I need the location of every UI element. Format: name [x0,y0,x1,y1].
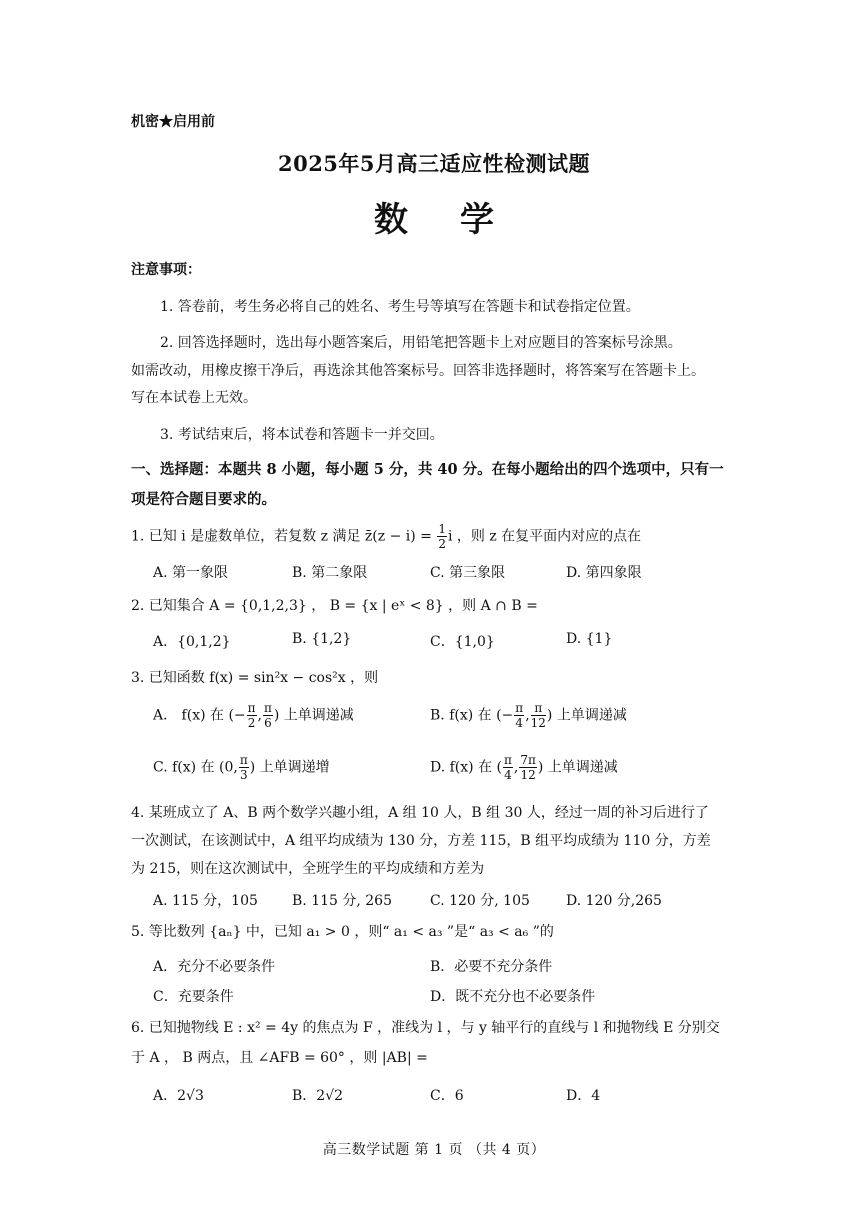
q3-option-d [430,754,618,781]
q3-d-f2-num: 7π [520,753,536,767]
q3-b-f2-den: 12 [530,716,546,730]
q3-c-frac-1 [239,754,249,781]
question-4-line-3: 为 215，则在这次测试中，全班学生的平均成绩和方差为 [131,861,485,877]
note-item-2-line-3: 写在本试卷上无效。 [131,390,257,406]
q3-c-suffix: ) 上单调递增 [249,759,330,776]
q3-d-f2-den: 12 [520,768,536,782]
q3-a-f1-den: 2 [247,716,256,730]
q3-d-suffix: ) 上单调递减 [537,759,618,776]
q3-b-frac-2 [531,702,546,729]
q3-d-prefix: D. f(x) 在 ( [430,759,502,776]
q6-option-d: D．4 [566,1088,601,1104]
q1-stem-part-a: 1. 已知 i 是虚数单位，若复数 z 满足 z̄(z − i) = [131,528,437,545]
q3-a-comma: , [257,707,262,724]
confidential-label: 机密★启用前 [131,114,215,130]
q3-a-f2-den: 6 [264,716,272,730]
q5-option-d: D．既不充分也不必要条件 [430,989,596,1005]
question-5-stem: 5. 等比数列 {aₙ} 中，已知 a₁ > 0 ，则“ a₁ < a₃ ”是“ a₃ < a₆ ”的 [131,924,554,940]
q1-stem-part-b: i ，则 z 在复平面内对应的点在 [447,528,642,545]
q3-b-comma: , [525,707,530,724]
q3-d-frac-2 [519,754,537,781]
q2-option-c: C．{1,0} [430,634,495,650]
q3-option-a [153,702,354,729]
note-item-3: 3. 考试结束后，将本试卷和答题卡一并交回。 [160,427,444,443]
q6-option-a: A．2√3 [153,1088,204,1104]
q3-d-frac-1 [503,754,513,781]
q1-option-b: B. 第二象限 [292,565,368,581]
note-item-1: 1. 答卷前，考生务必将自己的姓名、考生号等填写在答题卡和试卷指定位置。 [160,299,640,315]
question-1-stem [131,523,641,550]
q6-option-c: C．6 [430,1088,464,1104]
q5-option-b: B．必要不充分条件 [430,959,553,975]
q3-a-f1-num: π [247,701,256,715]
q3-d-f1-num: π [504,753,512,767]
q1-fraction [437,523,447,550]
question-4-line-1: 4. 某班成立了 A、B 两个数学兴趣小组，A 组 10 人，B 组 30 人，经过一周的补习后进行了 [131,805,709,821]
q3-c-f1-den: 3 [239,768,248,782]
q3-b-f2-num: π [531,702,546,716]
question-6-line-2: 于 A ， B 两点，且 ∠AFB = 60° ，则 |AB| = [131,1050,428,1066]
q3-d-comma: , [513,759,519,776]
exam-title: 2025年5月高三适应性检测试题 [277,151,591,176]
q5-option-c: C．充要条件 [153,989,234,1005]
section-heading-line-1: 一、选择题：本题共 8 小题，每小题 5 分，共 40 分。在每小题给出的四个选项中，只有一 [131,461,724,478]
q3-b-suffix: ) 上单调递减 [546,707,627,724]
q3-b-f1-den: 4 [515,716,524,730]
q2-option-a: A．{0,1,2} [153,634,231,650]
q3-a-frac-2 [263,702,273,729]
section-heading-line-2: 项是符合题目要求的。 [131,491,276,508]
q3-a-frac-1 [247,702,257,729]
q2-option-d: D. {1} [566,631,613,647]
q4-option-b: B. 115 分, 265 [292,893,392,909]
q4-option-c: C. 120 分, 105 [430,893,530,909]
question-3-stem: 3. 已知函数 f(x) = sin²x − cos²x ，则 [131,670,379,686]
q3-option-b [430,702,627,729]
question-6-line-1: 6. 已知抛物线 E : x² = 4y 的焦点为 F ，准线为 l ，与 y 轴平行的直线与 l 和抛物线 E 分别交 [131,1020,720,1036]
q4-option-a: A. 115 分，105 [153,893,258,909]
question-4-line-2: 一次测试，在该测试中，A 组平均成绩为 130 分，方差 115，B 组平均成绩为 110 分，方差 [131,833,711,849]
q1-frac-numerator: 1 [438,522,446,536]
q3-c-f1-num: π [239,753,248,767]
q3-c-prefix: C. f(x) 在 (0, [153,759,238,776]
q1-frac-denominator: 2 [438,537,446,551]
q4-option-d: D. 120 分,265 [566,893,662,909]
q3-d-f1-den: 4 [504,768,512,782]
page-footer: 高三数学试题 第 1 页 （共 4 页） [322,1142,546,1158]
q3-b-frac-1 [514,702,524,729]
q3-b-prefix: B. f(x) 在 (− [430,707,514,724]
q5-option-a: A．充分不必要条件 [153,959,276,975]
note-item-2-line-2: 如需改动，用橡皮擦干净后，再选涂其他答案标号。回答非选择题时，将答案写在答题卡上。 [131,363,705,379]
question-2-stem: 2. 已知集合 A = {0,1,2,3} ， B = {x | eˣ < 8} ，则 A ∩ B = [131,598,538,614]
notes-heading: 注意事项： [131,262,201,278]
note-item-2-line-1: 2. 回答选择题时，选出每小题答案后，用铅笔把答题卡上对应题目的答案标号涂黑。 [160,335,682,351]
q3-option-c [153,754,330,781]
q1-option-c: C. 第三象限 [430,565,506,581]
q1-option-d: D. 第四象限 [566,565,642,581]
q3-b-f1-num: π [515,701,524,715]
q2-option-b: B. {1,2} [292,631,352,647]
q3-a-suffix: ) 上单调递减 [273,707,354,724]
q6-option-b: B．2√2 [292,1088,344,1104]
subject-title: 数学 [374,200,546,240]
q1-option-a: A. 第一象限 [153,565,229,581]
q3-a-f2-num: π [264,701,272,715]
q3-a-prefix: A． f(x) 在 (− [153,707,246,724]
